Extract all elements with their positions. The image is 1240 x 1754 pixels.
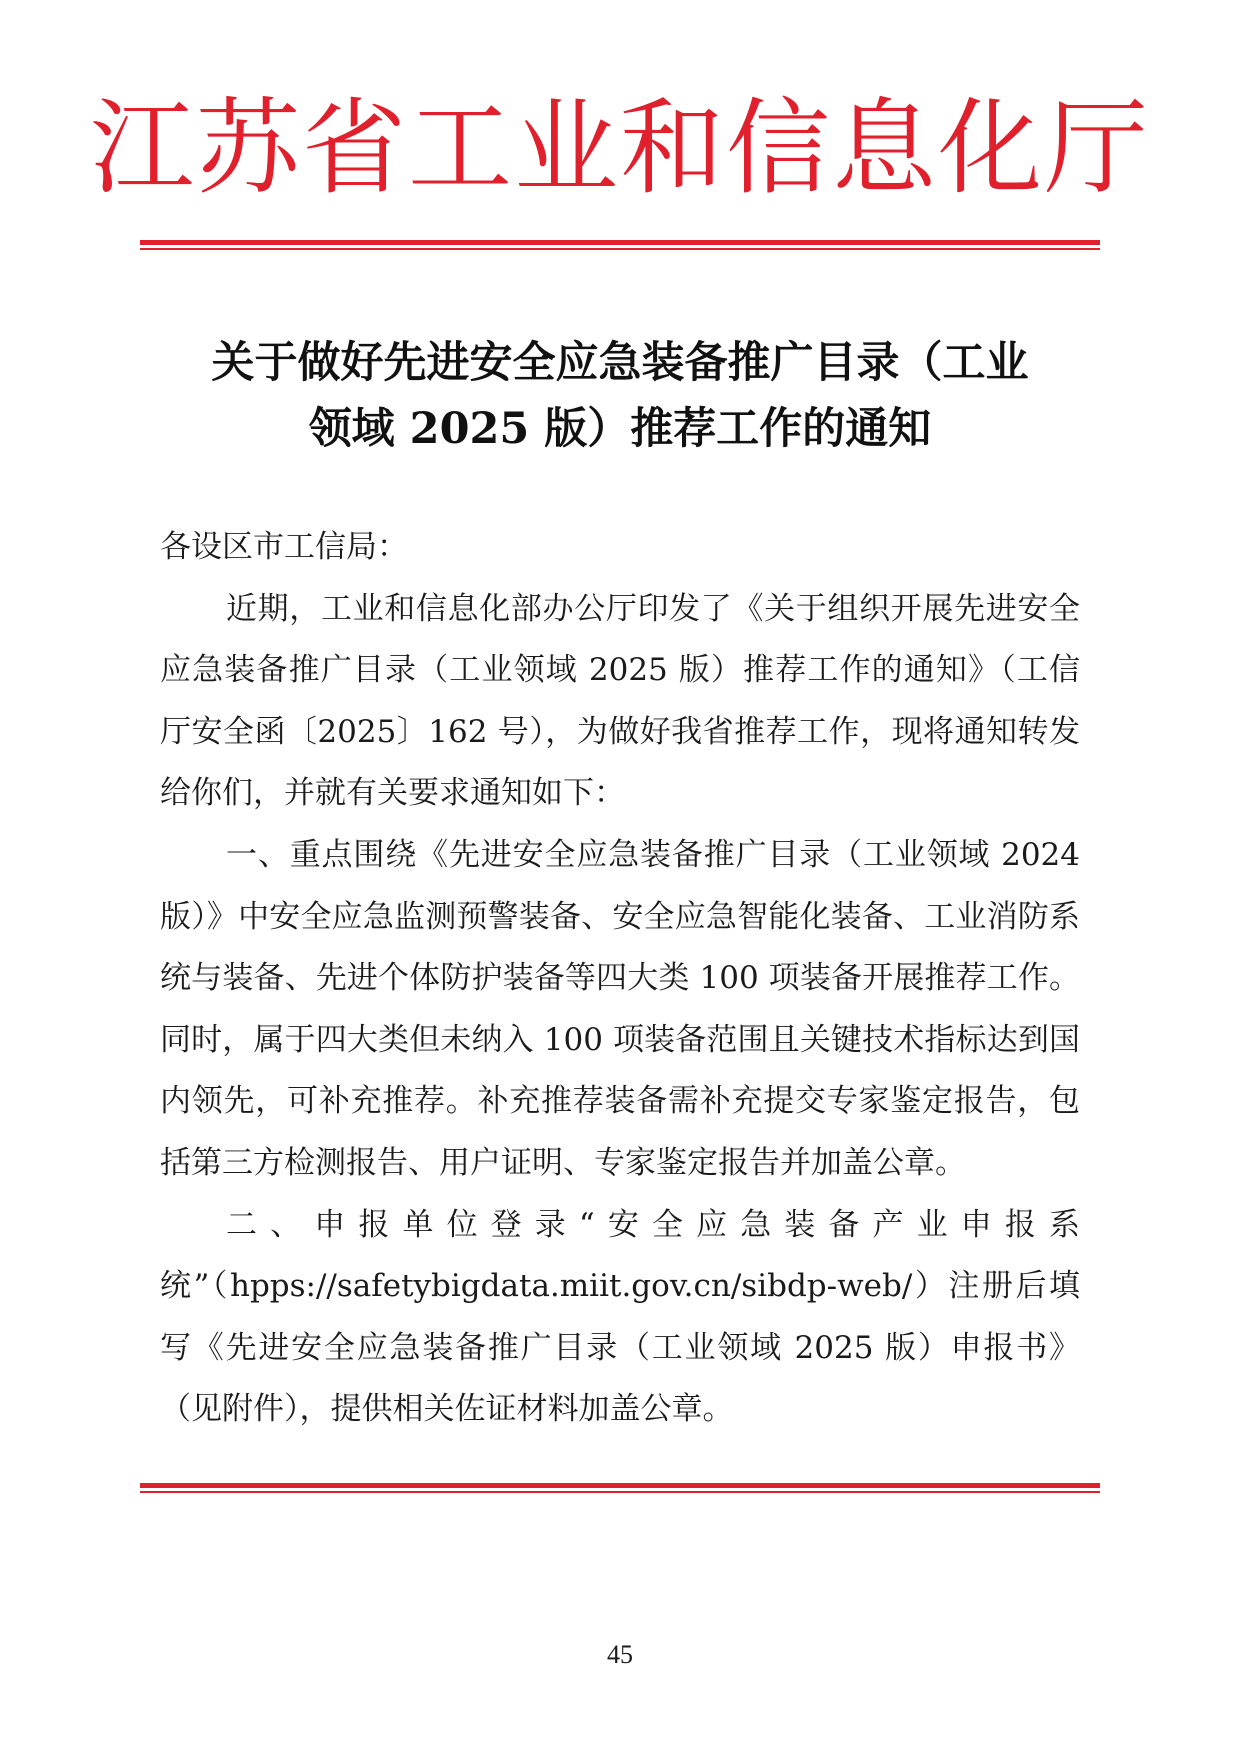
separator-thick-line [140,240,1100,245]
letterhead-separator-rule [140,240,1100,250]
page-number: 45 [607,1640,633,1669]
footer-separator-rule [140,1483,1100,1493]
salutation: 各设区市工信局： [160,529,408,565]
separator-thin-line [140,248,1100,250]
paragraph-intro: 近期，工业和信息化部办公厅印发了《关于组织开展先进安全应急装备推广目录（工业领域 2025 版）推荐工作的通知》（工信厅安全函〔2025〕162 号），为做好我省推荐工作，现将通知转发给你们，并就有关要求通知如下： [160,590,1080,812]
paragraph-item-1: 一、重点围绕《先进安全应急装备推广目录（工业领域 2024 版）》中安全应急监测预警装备、安全应急智能化装备、工业消防系统与装备、先进个体防护装备等四大类 100 项装备开展推荐工作。同时，属于四大类但未纳入 100 项装备范围且关键技术指标达到国内领先，可补充推荐。补充推荐装备需补充提交专家鉴定报告，包括第三方检测报告、用户证明、专家鉴定报告并加盖公章。 [160,836,1080,1181]
footer-thick-line [140,1483,1100,1488]
document-title-line-2: 领域 2025 版）推荐工作的通知 [308,404,932,454]
document-title [0,330,1240,462]
letterhead-org-name: 江苏省工业和信息化厅 [89,87,1150,209]
footer-thin-line [140,1491,1100,1493]
document-body [160,517,1080,1441]
document-title-line-1: 关于做好先进安全应急装备推广目录（工业 [211,338,1029,388]
paragraph-item-2: 二、申报单位登录“安全应急装备产业申报系统”（hpps://safetybigdata.miit.gov.cn/sibdp-web/）注册后填写《先进安全应急装备推广目录（工业领域 2025 版）申报书》（见附件），提供相关佐证材料加盖公章。 [160,1206,1080,1428]
